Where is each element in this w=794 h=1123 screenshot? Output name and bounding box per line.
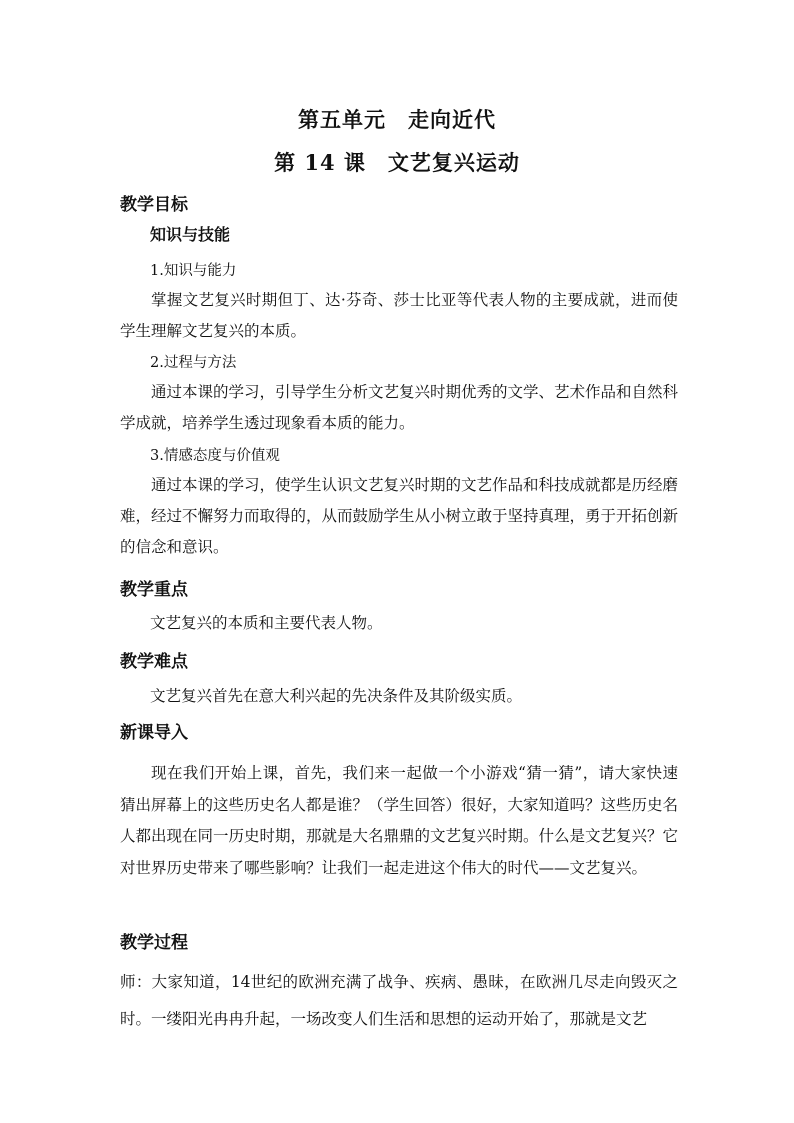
objective-2-text: 通过本课的学习，引导学生分析文艺复兴时期优秀的文学、艺术作品和自然科学成就，培养学生透过现象看本质的能力。 <box>120 383 679 432</box>
key-points-text: 文艺复兴的本质和主要代表人物。 <box>150 614 383 632</box>
objective-3-text: 通过本课的学习，使学生认识文艺复兴时期的文艺作品和科技成就都是历经磨难，经过不懈努力而取得的，从而鼓励学生从小树立敢于坚持真理，勇于开拓创新的信念和意识。 <box>120 476 679 556</box>
objectives-subheading: 知识与技能 <box>150 225 231 244</box>
objective-1-text: 掌握文艺复兴时期但丁、达·芬奇、莎士比亚等代表人物的主要成就，进而使学生理解文艺复兴的本质。 <box>120 291 678 340</box>
intro-heading: 新课导入 <box>120 723 188 743</box>
unit-title: 第五单元 走向近代 <box>298 107 496 132</box>
objective-3-label: 3.情感态度与价值观 <box>150 448 280 464</box>
process-text: 师：大家知道，14世纪的欧洲充满了战争、疾病、愚昧，在欧洲几尽走向毁灭之时。一缕阳光冉冉升起，一场改变人们生活和思想的运动开始了，那就是文艺 <box>120 973 678 1028</box>
objective-1-label: 1.知识与能力 <box>150 263 237 279</box>
difficulties-heading: 教学难点 <box>120 652 188 672</box>
difficulties-text: 文艺复兴首先在意大利兴起的先决条件及其阶级实质。 <box>150 687 523 705</box>
process-heading: 教学过程 <box>120 933 188 953</box>
key-points-heading: 教学重点 <box>120 580 188 600</box>
intro-text: 现在我们开始上课，首先，我们来一起做一个小游戏“猜一猜”，请大家快速猜出屏幕上的这些历史名人都是谁？（学生回答）很好，大家知道吗？这些历史名人都出现在同一历史时期，那就是大名鼎鼎的文艺复兴时期。什么是文艺复兴？它对世界历史带来了哪些影响？让我们一起走进这个伟大的时代——文艺复兴。 <box>120 764 679 877</box>
lesson-title: 第 14 课 文艺复兴运动 <box>274 150 520 175</box>
objectives-heading: 教学目标 <box>120 195 188 215</box>
objective-2-label: 2.过程与方法 <box>150 355 237 371</box>
